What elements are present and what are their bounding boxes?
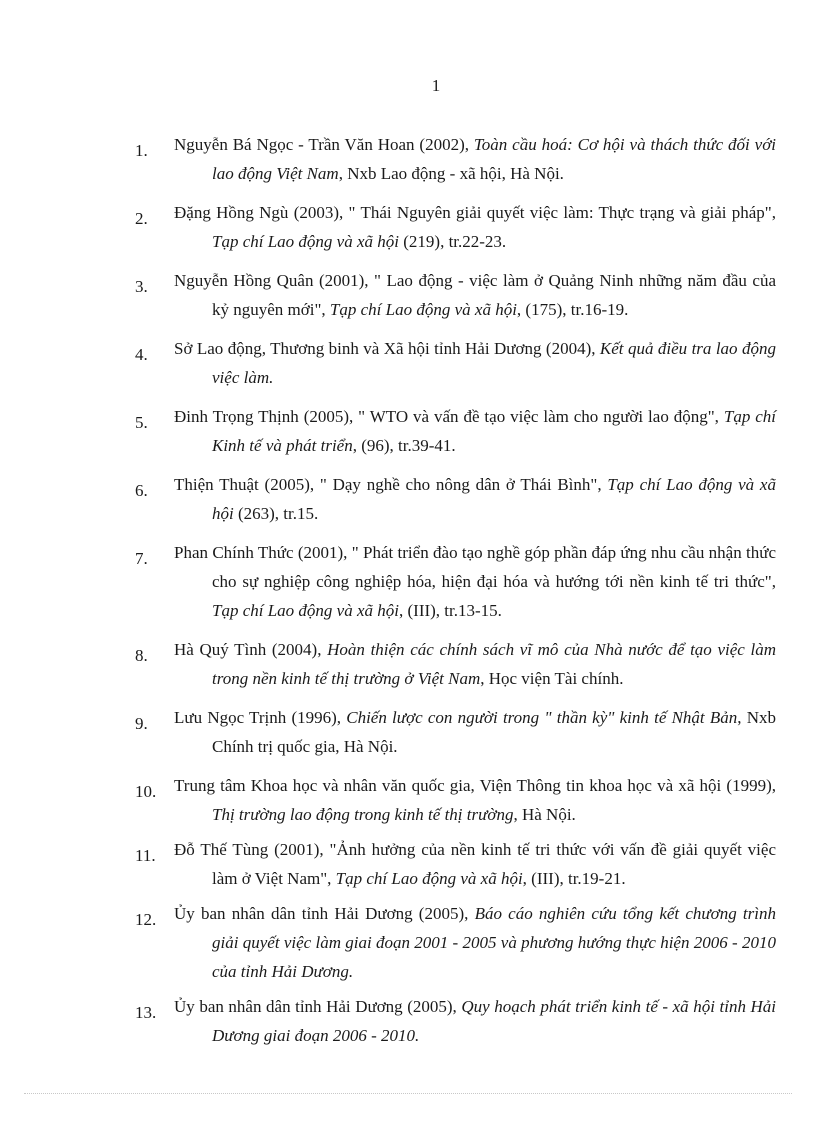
reference-item [135,266,776,324]
reference-text: Ủy ban nhân dân tỉnh Hải Dương (2005), [174,997,462,1016]
reference-item [135,635,776,693]
reference-title: Tạp chí Lao động và xã hội [212,232,399,251]
reference-text: , (175), tr.16-19. [516,300,629,319]
reference-number: 12. [135,910,157,929]
reference-number: 1. [135,141,148,160]
reference-text: Nguyễn Hồng Quân (2001), " Lao động - việc làm ở Quảng Ninh những năm đầu của kỷ nguyên mới", [174,271,776,319]
reference-text: Sở Lao động, Thương binh và Xã hội tỉnh Hải Dương (2004), [174,339,600,358]
reference-text: Hà Quý Tình (2004), [174,640,328,659]
reference-item [135,835,776,893]
reference-number: 8. [135,646,148,665]
reference-text: Ủy ban nhân dân tỉnh Hải Dương (2005), [174,904,475,923]
reference-text: Nguyễn Bá Ngọc - Trần Văn Hoan (2002), [174,135,474,154]
reference-title: Hoàn thiện các chính sách vĩ mô của Nhà nước để tạo việc làm trong nền kinh tế thị trường ở Việt Nam [212,640,776,688]
reference-text: Lưu Ngọc Trịnh (1996), [174,708,347,727]
reference-text: Phan Chính Thức (2001), " Phát triển đào tạo nghề góp phần đáp ứng nhu cầu nhận thức cho sự nghiệp công nghiệp hóa, hiện đại hóa và hướng tới nền kinh tế tri thức", [174,543,776,591]
reference-text: , Nxb Lao động - xã hội, Hà Nội. [338,164,564,183]
reference-item [135,703,776,761]
reference-title: Báo cáo nghiên cứu tổng kết chương trình giải quyết việc làm giai đoạn 2001 - 2005 và phương hướng thực hiện 2006 - 2010 của tỉnh Hải Dương. [212,904,776,981]
reference-text: Thiện Thuật (2005), " Dạy nghề cho nông dân ở Thái Bình", [174,475,608,494]
reference-text: Đặng Hồng Ngù (2003), " Thái Nguyên giải quyết việc làm: Thực trạng và giải pháp", [174,203,776,222]
reference-number: 11. [135,846,156,865]
reference-item [135,402,776,460]
reference-item [135,899,776,986]
reference-title: Toàn cầu hoá: Cơ hội và thách thức đối với lao động Việt Nam [212,135,776,183]
reference-title: Tạp chí Lao động và xã hội [212,475,776,523]
reference-number: 6. [135,481,148,500]
reference-title: Tạp chí Lao động và xã hội [212,601,399,620]
reference-number: 9. [135,714,148,733]
reference-title: Chiến lược con người trong " thần kỳ" kinh tế Nhật Bản [346,708,738,727]
reference-number: 4. [135,345,148,364]
reference-text: , Học viện Tài chính. [480,669,624,688]
reference-item [135,771,776,829]
reference-number: 5. [135,413,148,432]
reference-item [135,538,776,625]
reference-number: 2. [135,209,148,228]
reference-list [0,130,816,1050]
reference-text: (263), tr.15. [233,504,319,523]
reference-number: 13. [135,1003,157,1022]
reference-text: Đỗ Thế Tùng (2001), "Ảnh hưởng của nền kinh tế tri thức với vấn đề giải quyết việc làm ở Việt Nam", [174,840,776,888]
reference-text: , Hà Nội. [513,805,576,824]
reference-text: , (96), tr.39-41. [352,436,456,455]
reference-title: Tạp chí Lao động và xã hội [335,869,523,888]
reference-item [135,992,776,1050]
reference-number: 7. [135,549,148,568]
reference-title: Tạp chí Lao động và xã hội [329,300,517,319]
reference-title: Kết quả điều tra lao động việc làm. [212,339,776,387]
reference-item [135,334,776,392]
reference-title: Quy hoạch phát triển kinh tế - xã hội tỉnh Hải Dương giai đoạn 2006 - 2010. [212,997,776,1045]
reference-text: , (III), tr.13-15. [399,601,502,620]
footer-divider [24,1093,792,1094]
reference-text: Đinh Trọng Thịnh (2005), " WTO và vấn đề tạo việc làm cho người lao động", [174,407,724,426]
reference-title: Tạp chí Kinh tế và phát triển [212,407,776,455]
reference-text: (219), tr.22-23. [399,232,507,251]
reference-number: 3. [135,277,148,296]
reference-text: Trung tâm Khoa học và nhân văn quốc gia, Viện Thông tin khoa học và xã hội (1999), [174,776,776,795]
page-number: 1 [431,76,441,95]
reference-item [135,470,776,528]
reference-item [135,130,776,188]
reference-title: Thị trường lao động trong kinh tế thị trường [212,805,514,824]
reference-text: , (III), tr.19-21. [522,869,626,888]
reference-number: 10. [135,782,157,801]
reference-text: , Nxb Chính trị quốc gia, Hà Nội. [212,708,776,756]
reference-item [135,198,776,256]
